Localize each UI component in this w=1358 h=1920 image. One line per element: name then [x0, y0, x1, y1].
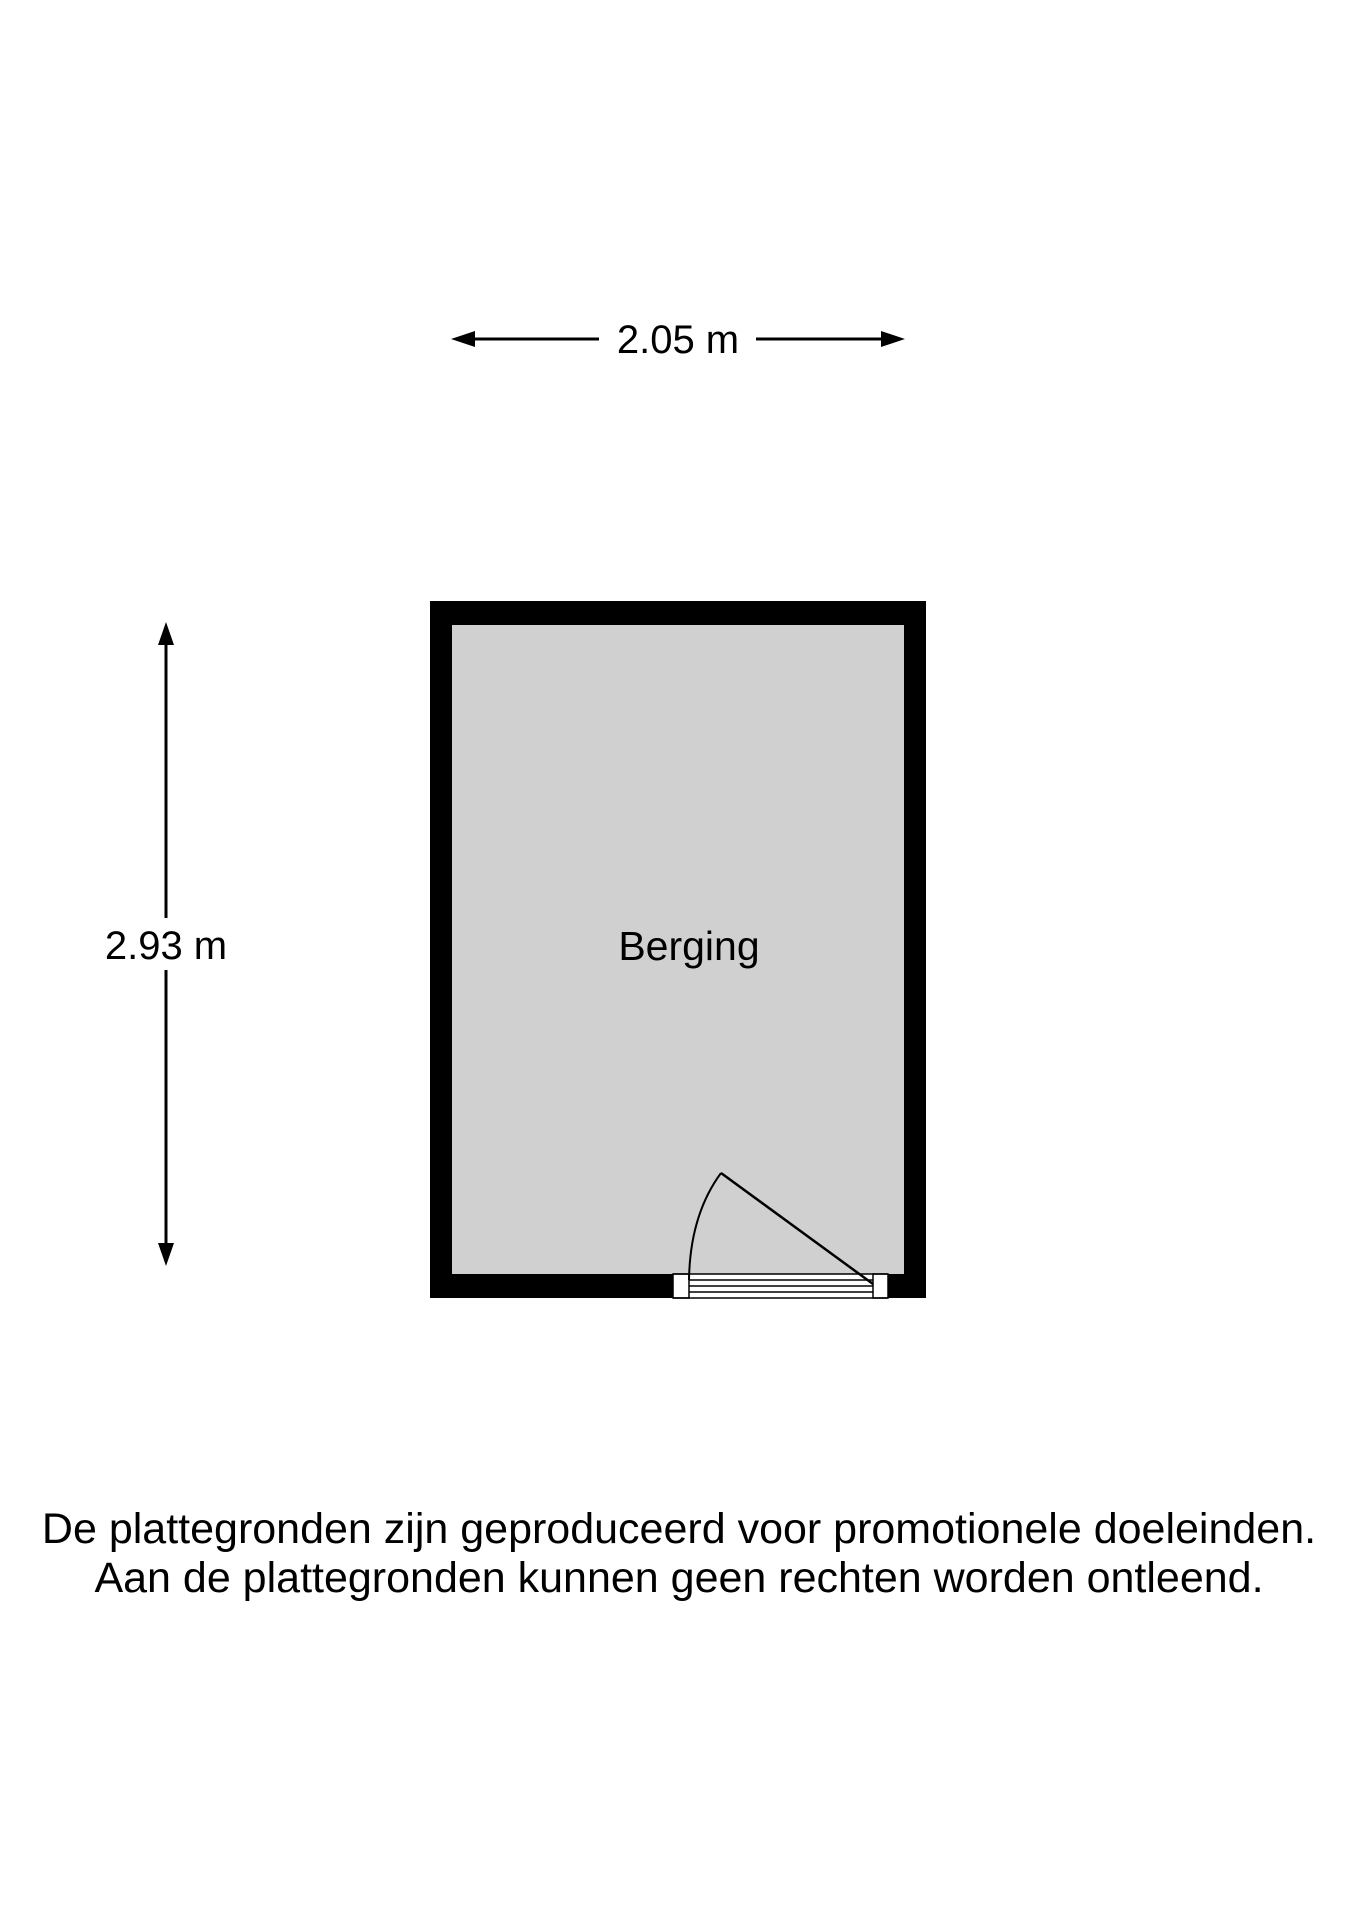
arrow-up-icon [158, 622, 174, 645]
arrow-down-icon [158, 1243, 174, 1266]
disclaimer-line-1: De plattegronden zijn geproduceerd voor promotionele doeleinden. [41, 1505, 1317, 1553]
arrow-left-icon [451, 331, 475, 347]
height-dimension-label: 2.93 m [96, 926, 236, 966]
disclaimer-line-2: Aan de plattegronden kunnen geen rechten worden ontleend. [94, 1554, 1264, 1602]
arrow-right-icon [881, 331, 905, 347]
width-dimension-label: 2.05 m [606, 320, 750, 360]
door-jamb-left [673, 1274, 689, 1298]
door-jamb-right [873, 1274, 888, 1298]
room-name-label: Berging [618, 923, 760, 969]
disclaimer [0, 1505, 1358, 1603]
